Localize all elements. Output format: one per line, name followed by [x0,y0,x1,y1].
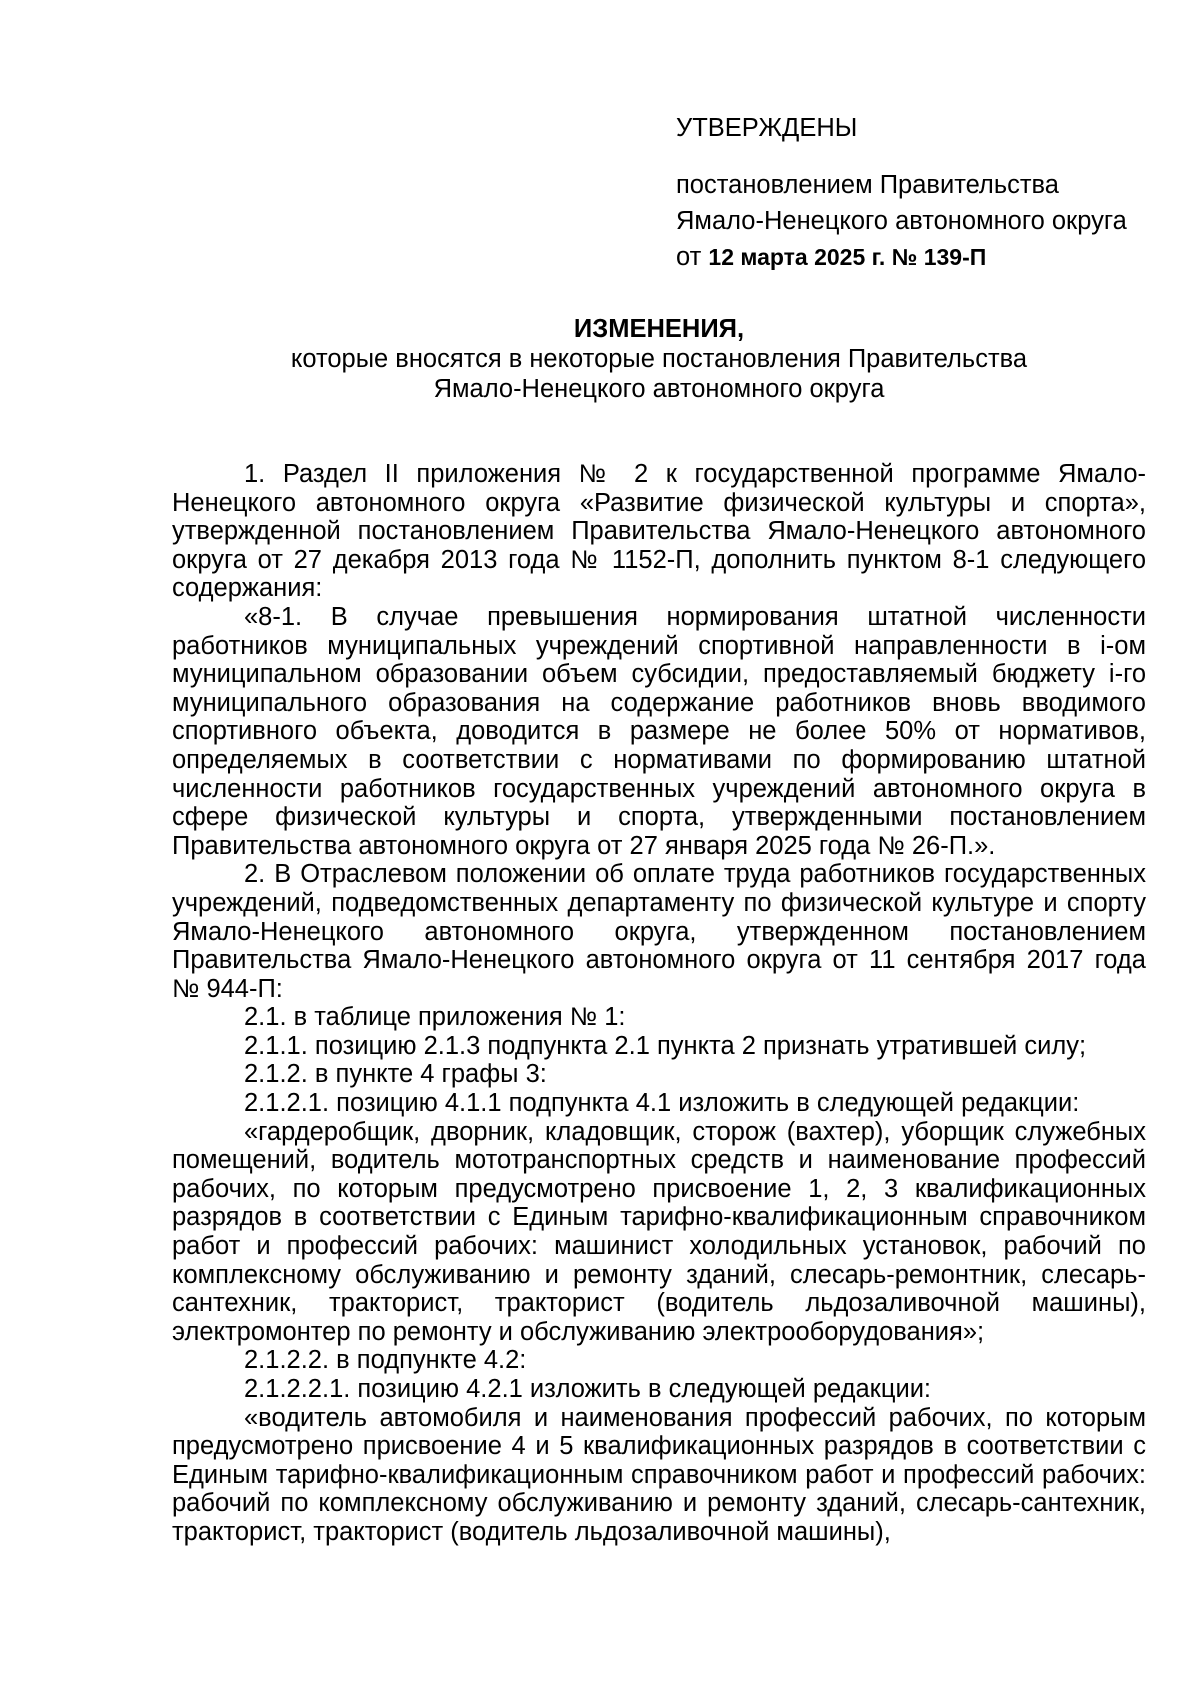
document-subtitle-line-1: которые вносятся в некоторые постановления Правительства [290,345,1028,373]
spacer [676,146,1176,167]
paragraph: 1. Раздел II приложения № 2 к государственной программе Ямало-Ненецкого автономного округа «Развитие физической культуры и спорта», утвержденной постановлением Правительства Ямало-Ненецкого автономного округа от 27 декабря 2013 года № 1152-П, дополнить пунктом 8-1 следующего содержания: [172,460,1146,603]
document-title: ИЗМЕНЕНИЯ, [573,315,745,343]
paragraph: 2.1.2.2. в подпункте 4.2: [244,1346,527,1375]
paragraph: 2. В Отраслевом положении об оплате труда работников государственных учреждений, подведомственных департаменту по физической культуре и спорту Ямало-Ненецкого автономного округа, утвержденном постановлением Правительства Ямало-Ненецкого автономного округа от 11 сентября 2017 года № 944-П: [172,860,1146,1003]
registration-number: 12 марта 2025 г. № 139-П [708,244,987,270]
paragraph: «водитель автомобиля и наименования профессий рабочих, по которым предусмотрено присвоение 4 и 5 квалификационных разрядов в соответствии с Единым тарифно-квалификационным справочником работ и профессий рабочих: рабочий по комплексному обслуживанию и ремонту зданий, слесарь-сантехник, тракторист, тракторист (водитель льдозаливочной машины), [172,1403,1146,1546]
paragraph: 2.1.1. позицию 2.1.3 подпункта 2.1 пункта 2 признать утратившей силу; [244,1031,1087,1060]
approval-label: УТВЕРЖДЕНЫ [676,114,858,142]
approval-date-line [676,239,1176,275]
document-heading [172,314,1146,404]
paragraph: 2.1.2. в пункте 4 графы 3: [244,1060,547,1089]
paragraph: 2.1. в таблице приложения № 1: [244,1003,626,1032]
approval-line-2: Ямало-Ненецкого автономного округа [676,207,1127,235]
approval-block [676,110,1176,275]
paragraph: 2.1.2.1. позицию 4.1.1 подпункта 4.1 изложить в следующей редакции: [244,1089,1080,1118]
paragraph: 2.1.2.2.1. позицию 4.2.1 изложить в следующей редакции: [244,1375,932,1403]
paragraph: «8-1. В случае превышения нормирования штатной численности работников муниципальных учреждений спортивной направленности в i-ом муниципальном образовании объем субсидии, предоставляемый бюджету i-го муниципального образования на содержание работников вновь вводимого спортивного объекта, доводится в размере не более 50% от нормативов, определяемых в соответствии с нормативами по формированию штатной численности работников государственных учреждений автономного округа в сфере физической культуры и спорта, утвержденными постановлением Правительства автономного округа от 27 января 2025 года № 26-П.». [172,602,1146,860]
approval-line-1: постановлением Правительства [676,171,1059,199]
document-subtitle-line-2: Ямало-Ненецкого автономного округа [433,375,885,403]
approval-date-prefix: от [676,243,702,271]
paragraph: «гардеробщик, дворник, кладовщик, сторож (вахтер), уборщик служебных помещений, водитель мототранспортных средств и наименование профессий рабочих, по которым предусмотрено присвоение 1, 2, 3 квалификационных разрядов в соответствии с Единым тарифно-квалификационным справочником работ и профессий рабочих: машинист холодильных установок, рабочий по комплексному обслуживанию и ремонту зданий, слесарь-ремонтник, слесарь-сантехник, тракторист, тракторист (водитель льдозаливочной машины), электромонтер по ремонту и обслуживанию электрооборудования»; [172,1117,1146,1346]
document-body [172,460,1146,1547]
